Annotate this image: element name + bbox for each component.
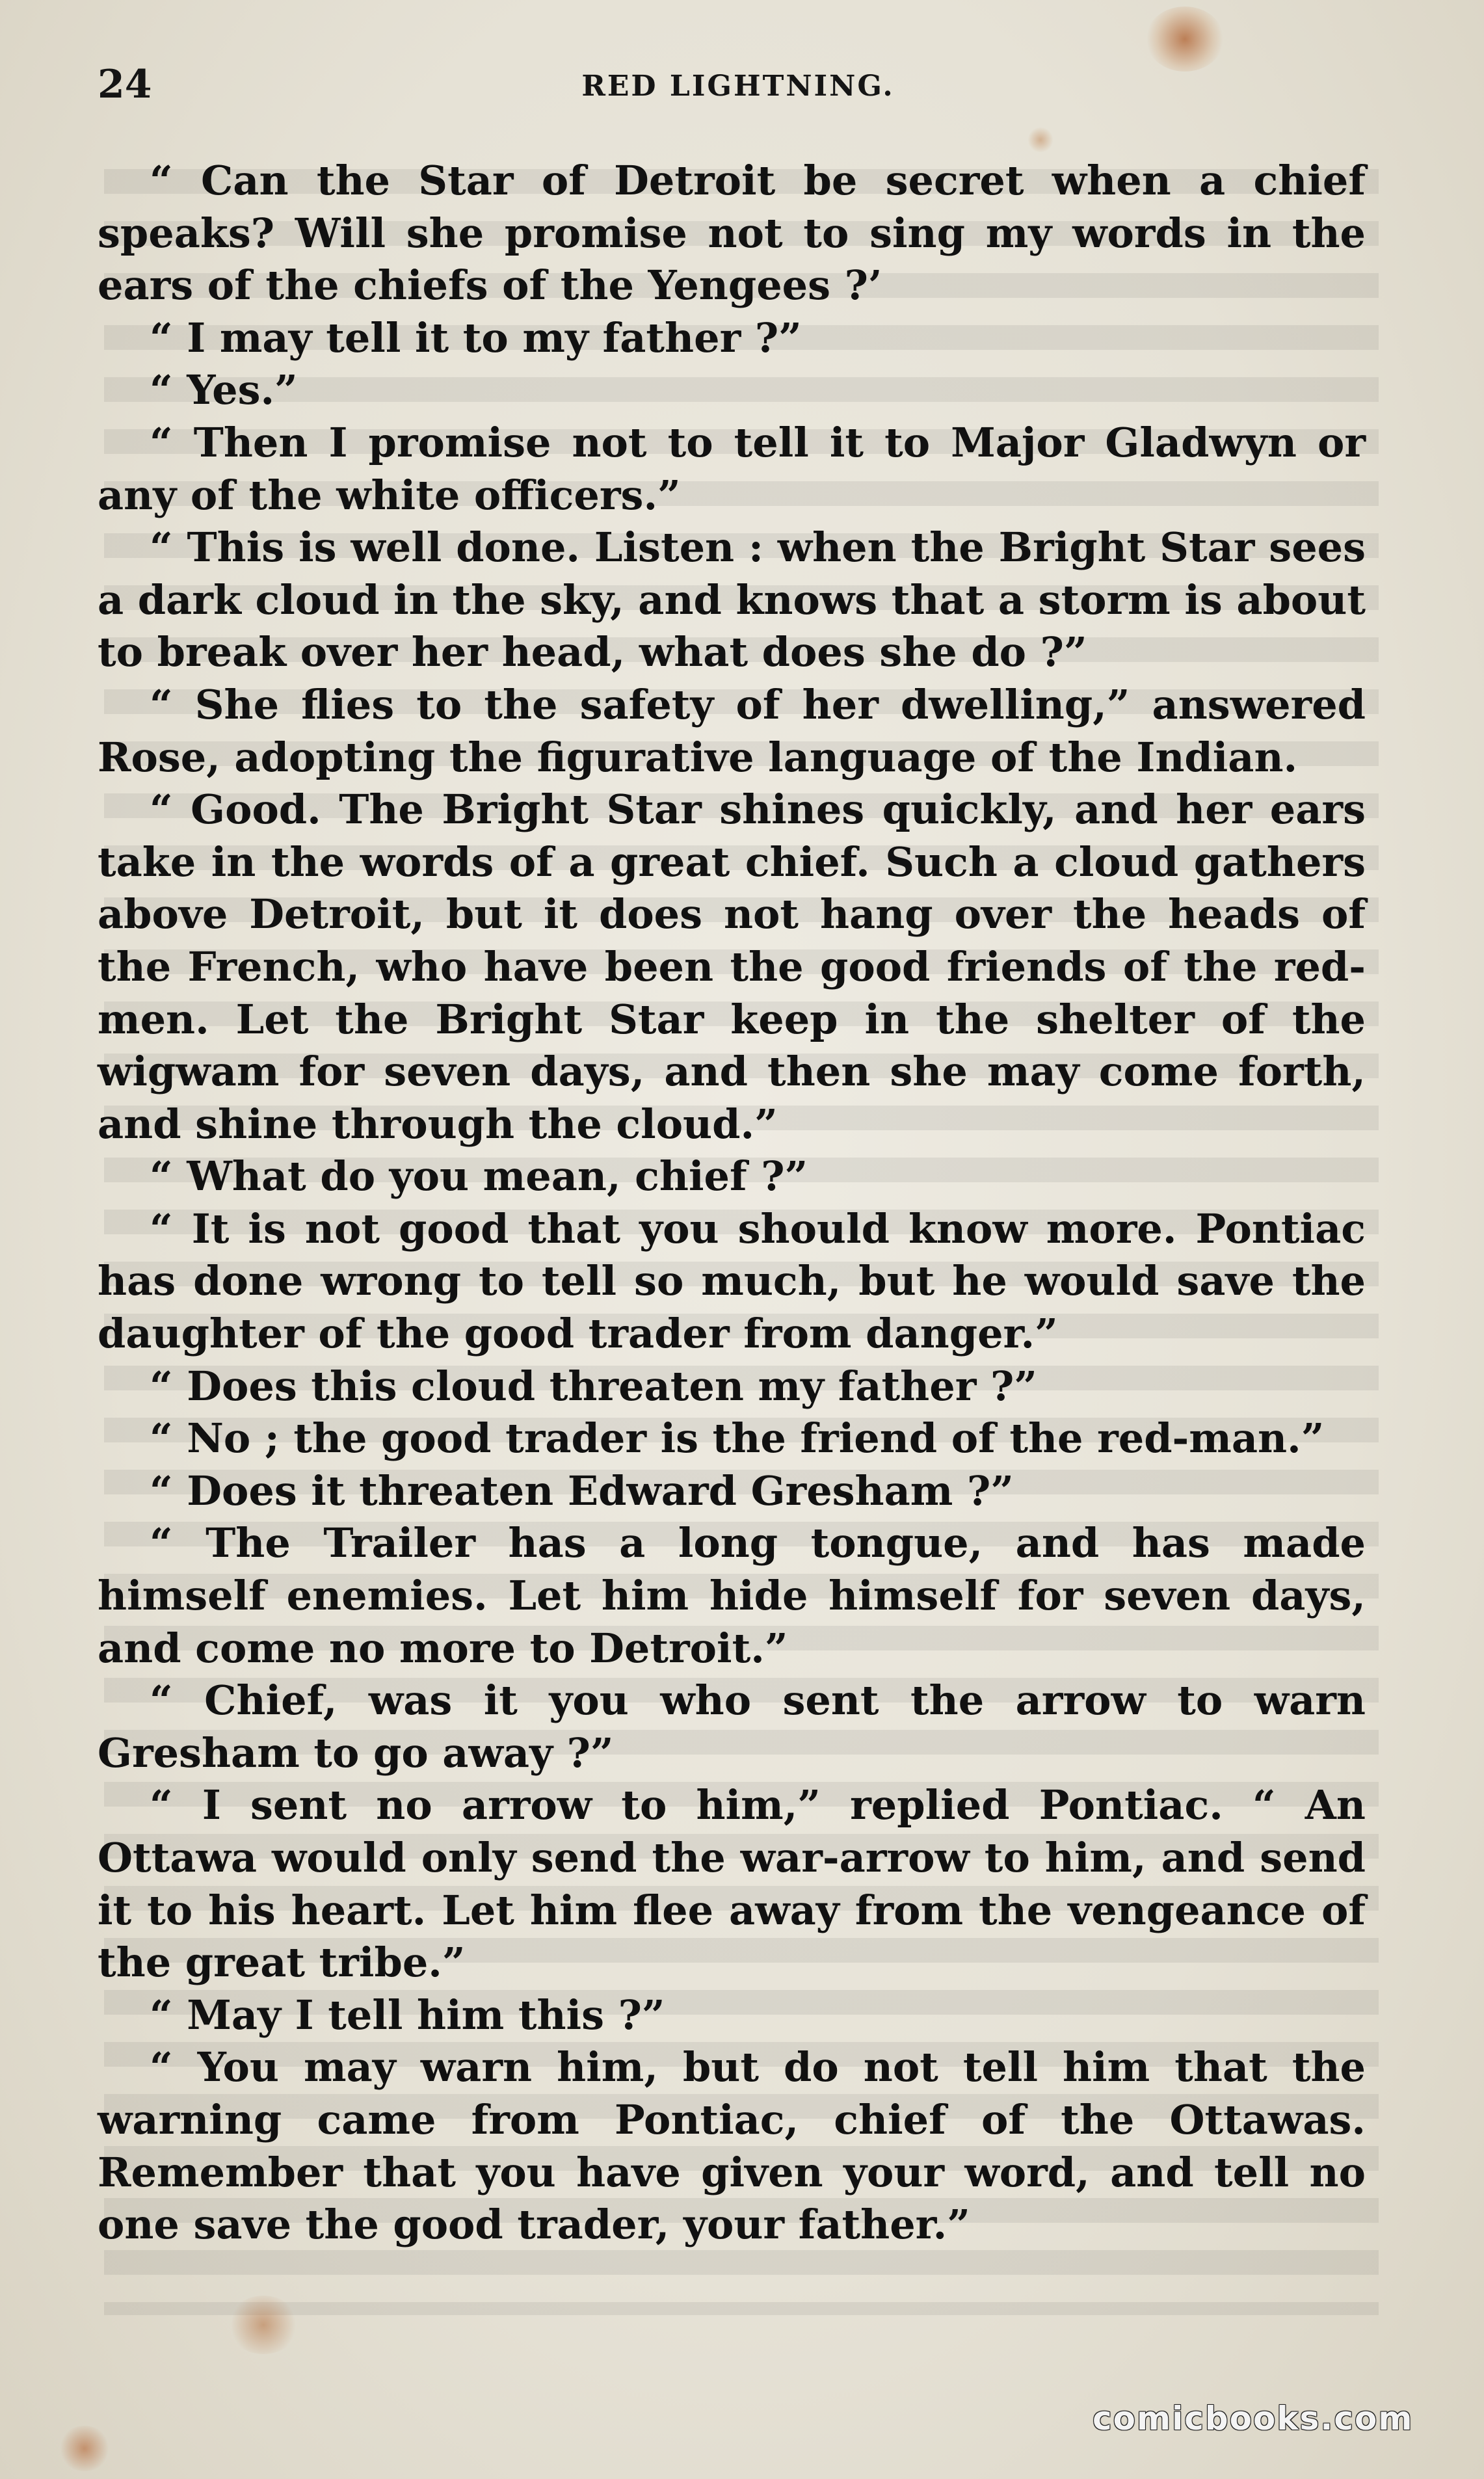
- paragraph: “ No ; the good trader is the friend of the red-man.”: [150, 1414, 1325, 1463]
- running-head: [98, 62, 1379, 114]
- paragraph: “ Yes.”: [150, 366, 298, 414]
- running-title: RED LIGHTNING.: [581, 70, 895, 103]
- paragraph: “ I may tell it to my father ?”: [150, 313, 802, 362]
- paragraph: “ Chief, was it you who sent the arrow to warn Gresham to go away ?”: [98, 1677, 1366, 1777]
- foxing-stain: [228, 2296, 299, 2354]
- paragraph: “ This is well done. Listen : when the Bright Star sees a dark cloud in the sky, and knows that a storm is about to break over her head, what does she do ?”: [98, 524, 1366, 676]
- watermark: comicbooks.com: [1093, 2400, 1414, 2437]
- paragraph: “ Can the Star of Detroit be secret when a chief speaks? Will she promise not to sing my words in the ears of the chiefs of the Yengees ?’: [98, 157, 1366, 310]
- foxing-stain: [59, 2426, 111, 2471]
- paragraph: “ What do you mean, chief ?”: [150, 1152, 808, 1200]
- foxing-stain: [1027, 127, 1053, 153]
- page-number: 24: [98, 62, 152, 107]
- body-text: [98, 155, 1366, 2251]
- paragraph: “ The Trailer has a long tongue, and has made himself enemies. Let him hide himself for seven days, and come no more to Detroit.”: [98, 1519, 1366, 1672]
- paragraph: “ It is not good that you should know more. Pontiac has done wrong to tell so much, but he would save the daughter of the good trader from danger.”: [98, 1204, 1366, 1358]
- paragraph: “ Good. The Bright Star shines quickly, and her ears take in the words of a great chief. Such a cloud gathers above Detroit, but it does not hang over the heads of the French, who have been the good friends of the red-men. Let the Bright Star keep in the shelter of the wigwam for seven days, and then she may come forth, and shine through the cloud.”: [98, 786, 1366, 1148]
- paragraph: “ Then I promise not to tell it to Major Gladwyn or any of the white officers.”: [98, 418, 1366, 519]
- paragraph: “ May I tell him this ?”: [150, 1991, 665, 2039]
- paragraph: “ Does it threaten Edward Gresham ?”: [150, 1466, 1014, 1515]
- paragraph: “ She flies to the safety of her dwelling,” answered Rose, adopting the figurative language of the Indian.: [98, 680, 1366, 781]
- paragraph: “ You may warn him, but do not tell him that the warning came from Pontiac, chief of the Ottawas. Remember that you have given your word, and tell no one save the good trader, your father.”: [98, 2043, 1366, 2249]
- paragraph: “ Does this cloud threaten my father ?”: [150, 1362, 1037, 1410]
- paragraph: “ I sent no arrow to him,” replied Pontiac. “ An Ottawa would only send the war-arrow to him, and send it to his heart. Let him flee away from the vengeance of the great tribe.”: [98, 1781, 1366, 1987]
